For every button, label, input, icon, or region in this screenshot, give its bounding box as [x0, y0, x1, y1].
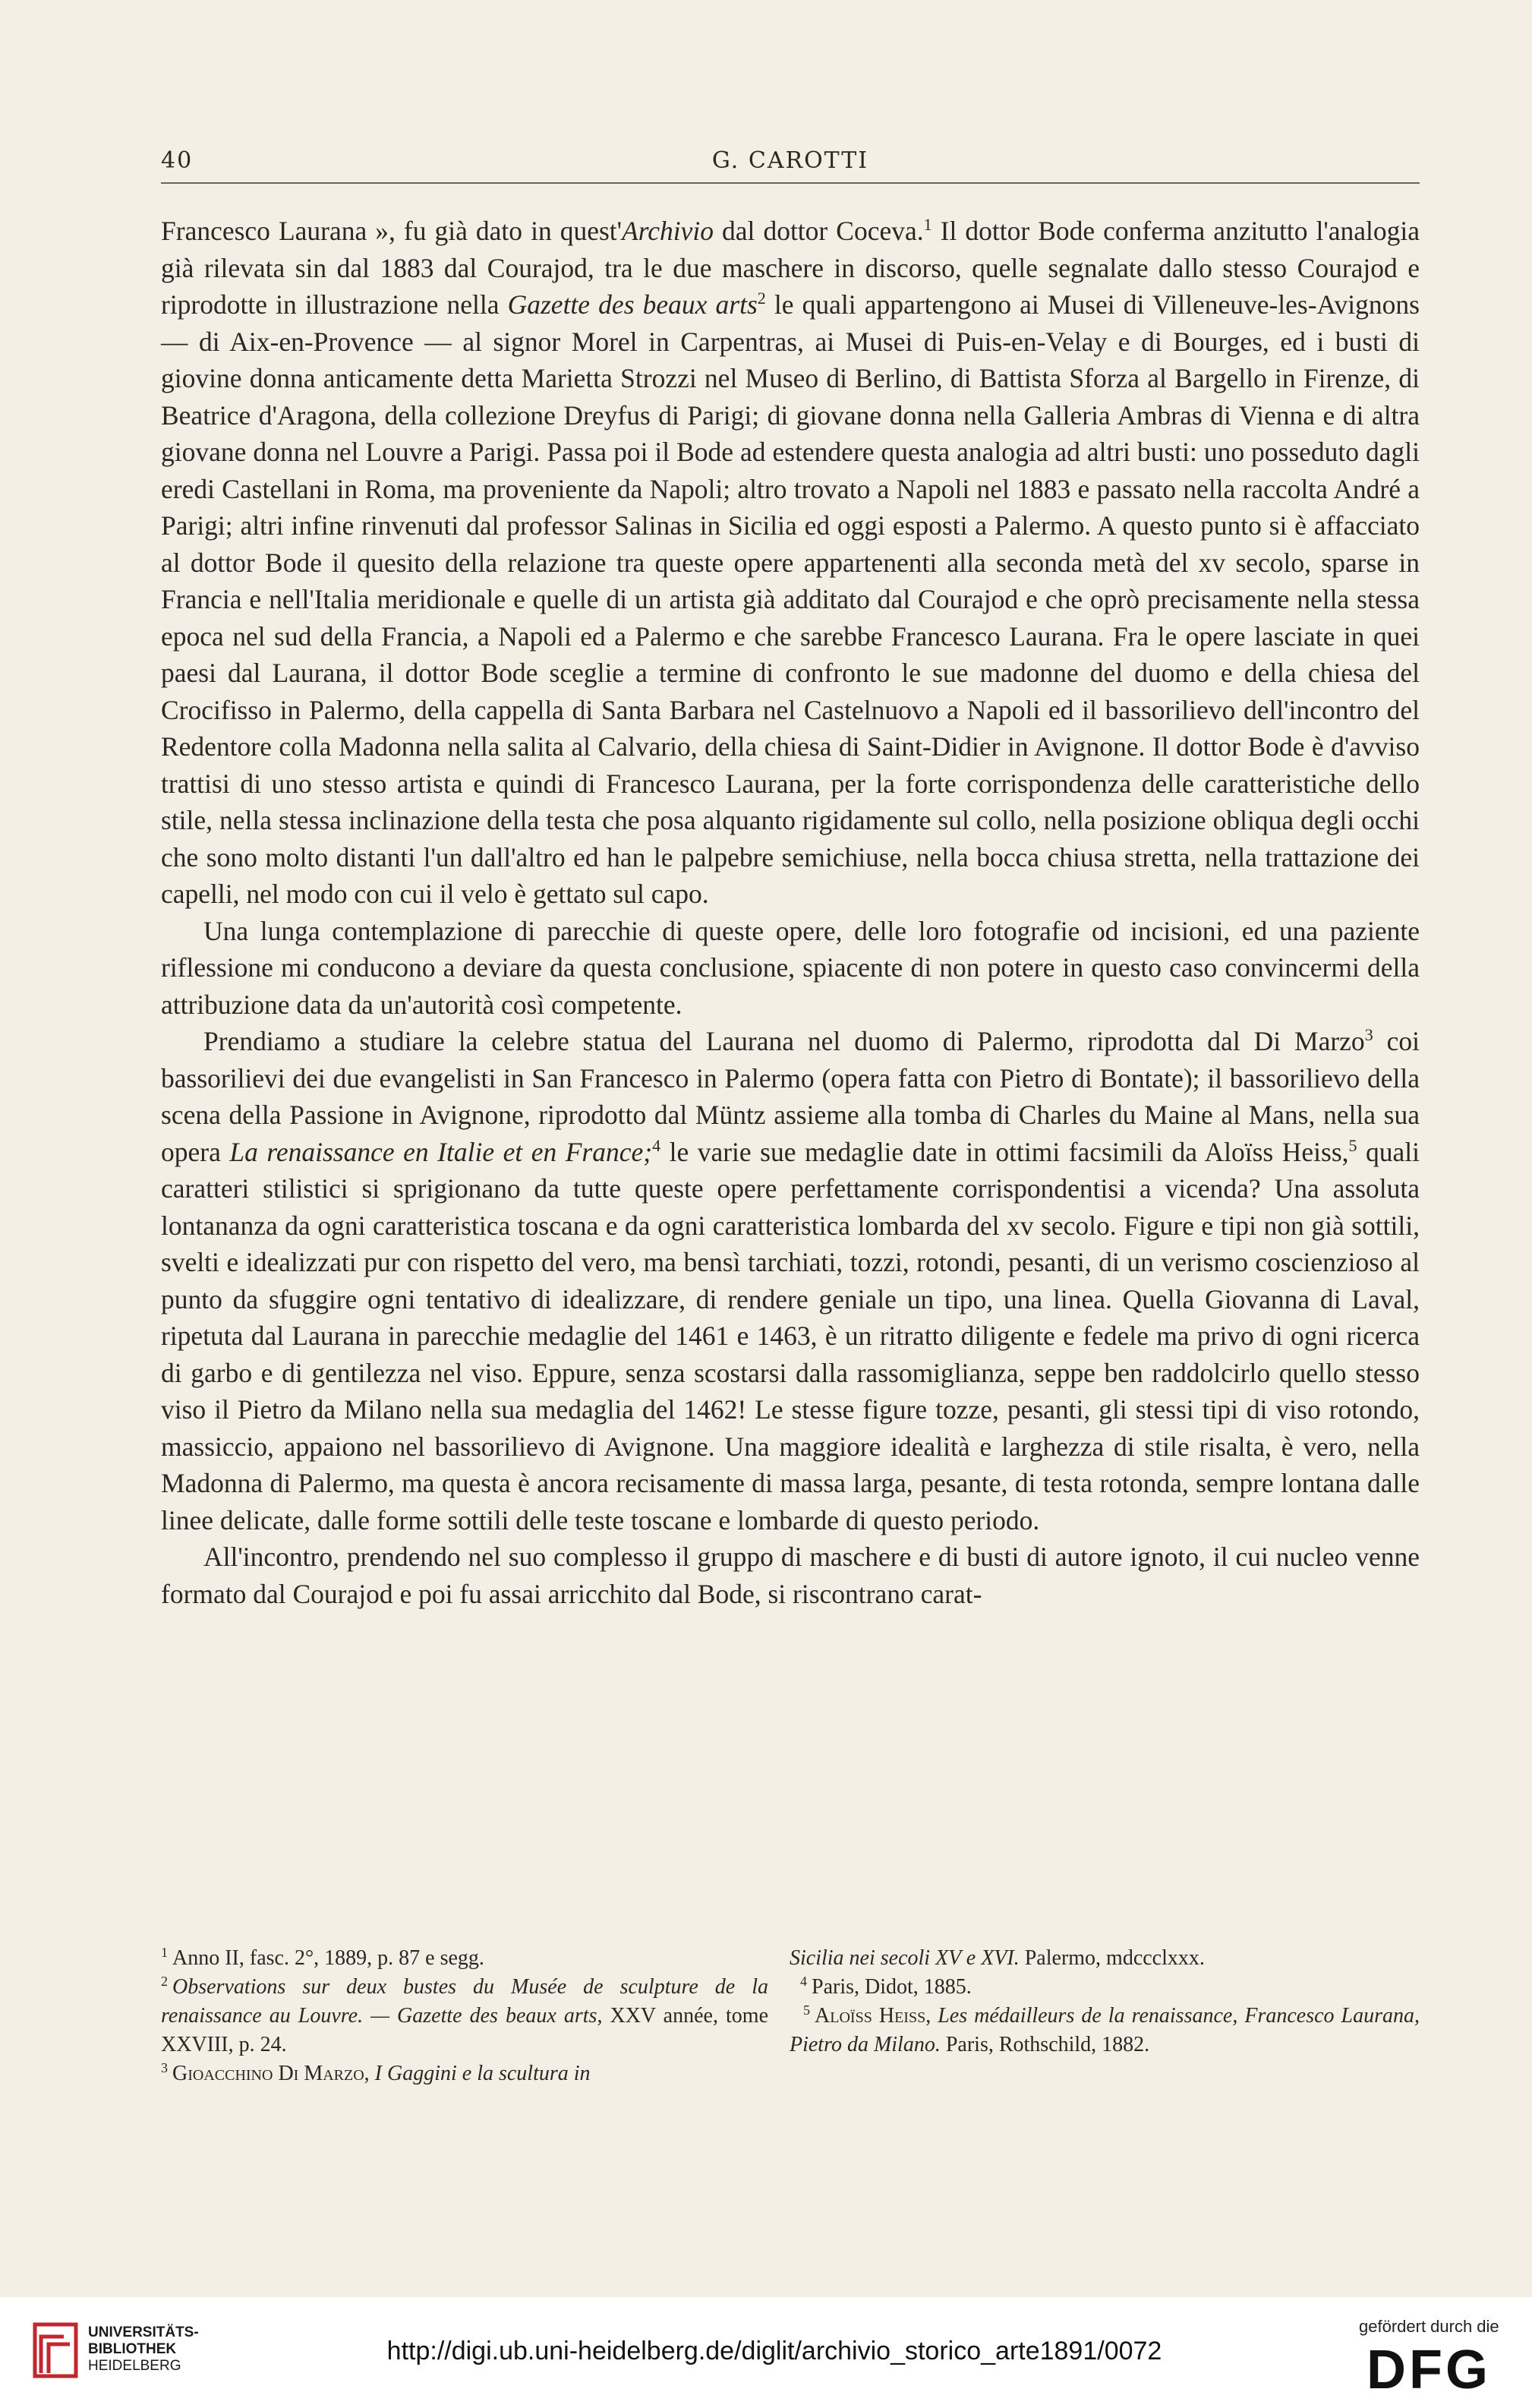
- footnote-ref-4[interactable]: 4: [652, 1135, 661, 1155]
- dfg-logo: DFG: [1367, 2340, 1491, 2400]
- library-name: UNIVERSITÄTS- BIBLIOTHEK HEIDELBERG: [88, 2324, 199, 2374]
- page-header: [161, 141, 1420, 179]
- paragraph-4: All'incontro, prendendo nel suo complesso il gruppo di maschere e di busti di autore ignoto, il cui nucleo venne formato dal Courajod e poi fu assai arricchito dal Bode, si riscontrano carat-: [161, 1542, 1420, 1609]
- footnotes-left-column: [161, 1944, 768, 2088]
- footnote-1: $^1$ Anno II, fasc. 2°, 1889, p. 87 e segg.: [161, 1944, 484, 1970]
- footnote-4: $^4$ Paris, Didot, 1885.: [800, 1973, 972, 1999]
- paragraph-2: Una lunga contemplazione di parecchie di queste opere, delle loro fotografie od incisioni, ed una paziente riflessione mi conducono a deviare da questa conclusione, spiacente di non potere in questo caso convincermi della attribuzione data da un'autorità così competente.: [161, 915, 1420, 1020]
- funded-by-label: gefördert durch die: [1359, 2317, 1499, 2336]
- paragraph-1: Francesco Laurana », fu già dato in quest'Archivio dal dottor Coceva.$^1$ Il dottor Bode conferma anzitutto l'analogia già rilevata sin dal 1883 dal Courajod, tra le due maschere in discorso, quelle segnalate dallo stesso Courajod e riprodotte in illustrazione nella Gazette des beaux arts$^2$ le quali appartengono ai Musei di Villeneuve-les-Avignons — di Aix-en-Provence — al signor Morel in Carpentras, ai Musei di Puis-en-Velay e di Bourges, ed i busti di giovine donna anticamente detta Marietta Strozzi nel Museo di Berlino, di Battista Sforza al Bargello in Firenze, di Beatrice d'Aragona, della collezione Dreyfus di Parigi; di giovane donna nella Galleria Ambras di Vienna e di altra giovane donna nel Louvre a Parigi. Passa poi il Bode ad estendere questa analogia ad altri busti: uno posseduto dagli eredi Castellani in Roma, ma proveniente da Napoli; altro trovato a Napoli nel 1883 e passato nella raccolta André a Parigi; altri infine rinvenuti dal professor Salinas in Sicilia ed oggi esposti a Palermo. A questo punto si è affacciato al dottor Bode il quesito della relazione tra queste opere appartenenti alla seconda metà del xv secolo, sparse in Francia e nell'Italia meridionale e quelle di un artista già additato dal Courajod e che oprò precisamente nella stessa epoca nel sud della Francia, a Napoli ed a Palermo e che sarebbe Francesco Laurana. Fra le opere lasciate in quei paesi dal Laurana, il dottor Bode sceglie a termine di confronto le sue madonne del duomo e della chiesa del Crocifisso in Palermo, della cappella di Santa Barbara nel Castelnuovo a Napoli ed il bassorilievo dell'incontro del Redentore colla Madonna nella salita al Calvario, della chiesa di Saint-Didier in Avignone. Il dottor Bode è d'avviso trattisi di uno stesso artista e quindi di Francesco Laurana, per la forte corrispondenza delle caratteristiche dello stile, nella stessa inclinazione della testa che posa alquanto rigidamente sul collo, nella posizione obliqua degli occhi che sono molto distanti l'un dall'altro ed han le palpebre semichiuse, nella bocca chiusa stretta, nella trattazione dei capelli, nel modo con cui il velo è gettato sul capo.: [161, 215, 1420, 909]
- footnote-2: $^2$ Observations sur deux bustes du Musée de sculpture de la renaissance au Louvre. — Gazette des beaux arts, XXV année, tome XXVIII, p. 24.: [161, 1973, 768, 2056]
- footer-bar: [0, 2297, 1532, 2408]
- footnote-ref-2[interactable]: 2: [757, 289, 766, 308]
- paragraph-3: Prendiamo a studiare la celebre statua del Laurana nel duomo di Palermo, riprodotta dal Di Marzo$^3$ coi bassorilievi dei due evangelisti in San Francesco in Palermo (opera fatta con Pietro di Bontate); il bassorilievo della scena della Passione in Avignone, riprodotto dal Müntz assieme alla tomba di Charles du Maine al Mans, nella sua opera La renaissance en Italie et en France;$^4$ le varie sue medaglie date in ottimi facsimili da Aloïss Heiss,$^5$ quali caratteri stilistici si sprigionano da tutte queste opere perfettamente corrispondentisi a vicenda? Una assoluta lontananza da ogni caratteristica toscana e da ogni caratteristica lombarda del xv secolo. Figure e tipi non già sottili, svelti e idealizzati pur con rispetto del vero, ma bensì tarchiati, tozzi, rotondi, pesanti, di un verismo coscienzioso al punto da sfuggire ogni tentativo di idealizzare, di rendere geniale un tipo, una linea. Quella Giovanna di Laval, ripetuta dal Laurana in parecchie medaglie del 1461 e 1463, è un ritratto diligente e fedele ma privo di ogni ricerca di garbo e di gentilezza nel viso. Eppure, senza scostarsi dalla rassomiglianza, seppe ben raddolcirlo quello stesso viso il Pietro da Milano nella sua medaglia del 1462! Le stesse figure tozze, pesanti, gli stessi tipi di viso rotondo, massiccio, appaiono nel bassorilievo di Avignone. Una maggiore idealità e larghezza di stile risalta, è vero, nella Madonna di Palermo, ma questa è ancora recisamente di massa larga, pesante, di testa rotonda, sempre lontana dalle linee delicate, dalle forme sottili delle teste toscane e lombarde di questo periodo.: [161, 1025, 1420, 1535]
- running-head: G. CAROTTI: [711, 147, 869, 174]
- footnote-5: $^5$ Aloïss Heiss, Les médailleurs de la renaissance, Francesco Laurana, Pietro da Milano. Paris, Rothschild, 1882.: [790, 2002, 1420, 2056]
- header-rule: [161, 182, 1420, 184]
- footnotes-right-column: [790, 1944, 1420, 2059]
- footnote-3: $^3$ Gioacchino Di Marzo, I Gaggini e la scultura in: [161, 2059, 591, 2085]
- body-text: [161, 213, 1420, 1612]
- footnote-ref-1[interactable]: 1: [923, 215, 932, 235]
- footnote-ref-3[interactable]: 3: [1364, 1025, 1373, 1045]
- university-logo-icon: [30, 2320, 80, 2381]
- source-url-link[interactable]: http://digi.ub.uni-heidelberg.de/diglit/archivio_storico_arte1891/0072: [386, 2337, 1162, 2365]
- footnote-3-continued: Sicilia nei secoli XV e XVI. Palermo, mdccclxxx.: [790, 1946, 1205, 1970]
- page-number: 40: [161, 147, 194, 174]
- footnote-ref-5[interactable]: 5: [1348, 1135, 1357, 1155]
